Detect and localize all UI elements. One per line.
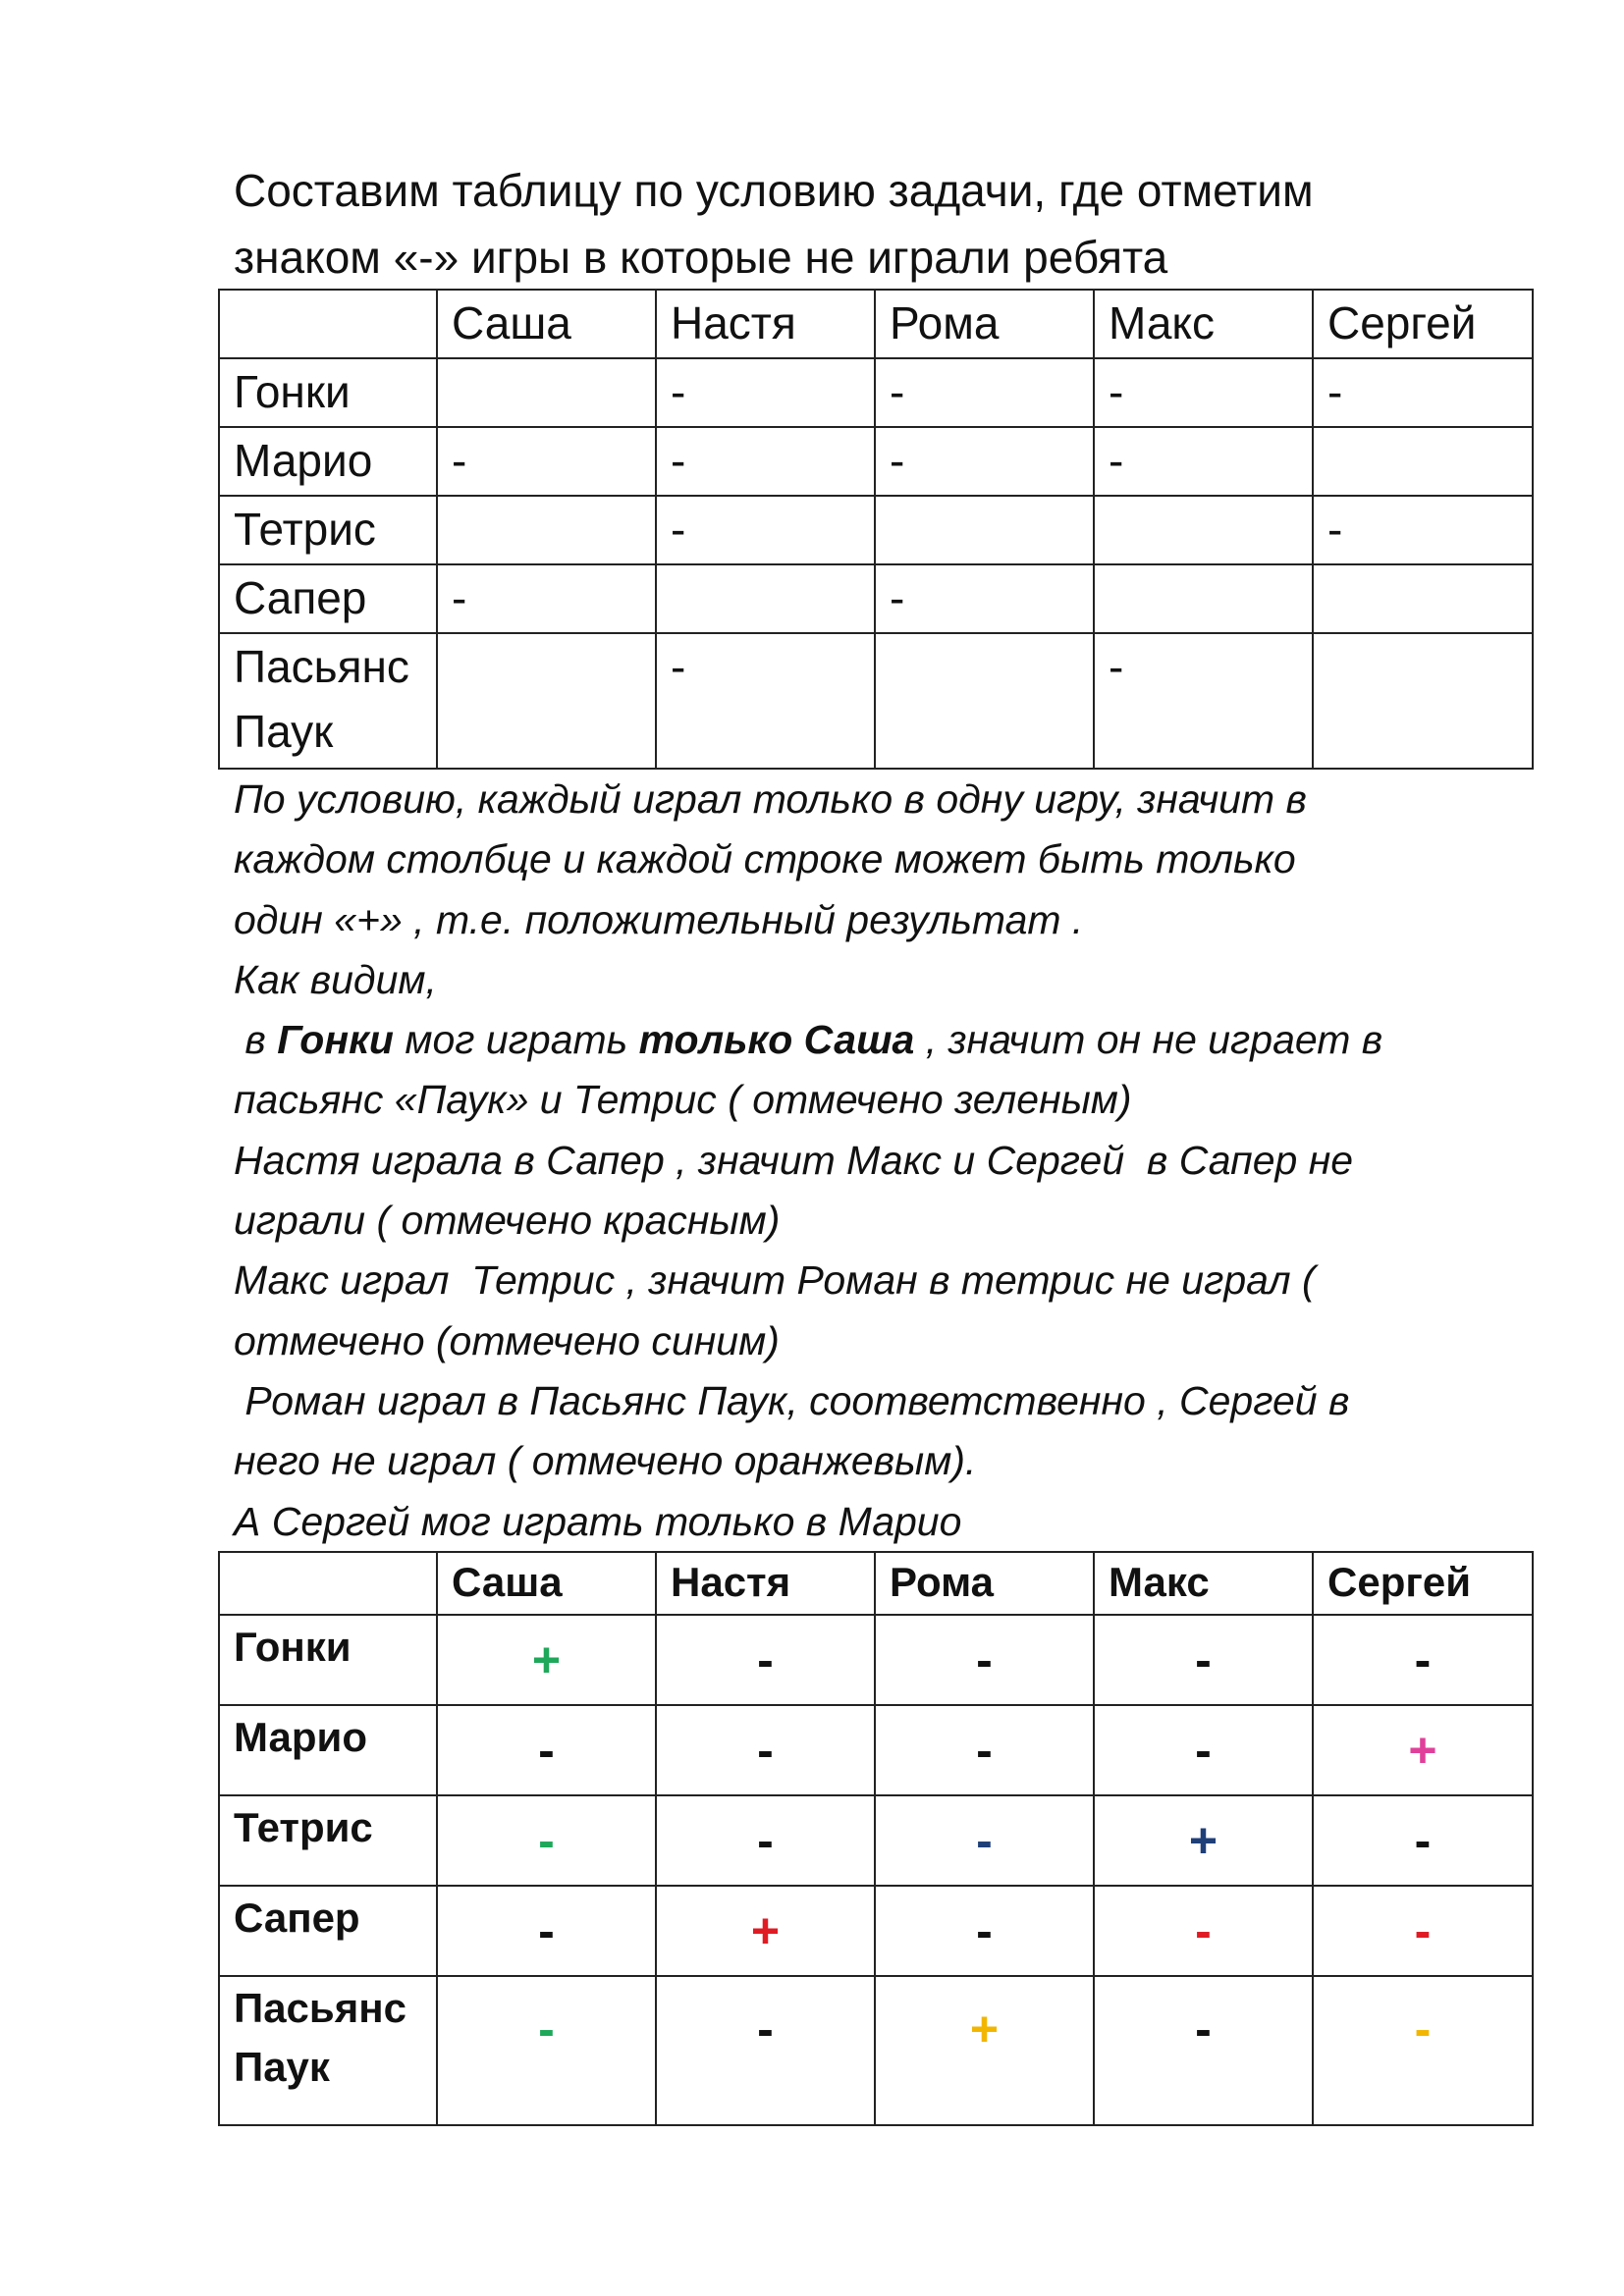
table1-row	[219, 427, 1533, 496]
table1-cell: -	[437, 564, 656, 633]
table2-mark: -	[1313, 1615, 1533, 1705]
table2-mark: -	[656, 1705, 875, 1795]
table1-col-header: Рома	[875, 290, 1094, 358]
table1-cell: -	[437, 427, 656, 496]
table1-cell	[1094, 496, 1313, 564]
table1-row-label	[219, 633, 437, 769]
table2-row-label: Тетрис	[219, 1795, 437, 1886]
table1-row-label: Марио	[219, 427, 437, 496]
table2-mark: -	[437, 1976, 656, 2125]
table2-mark: -	[437, 1795, 656, 1886]
reasoning-line: играли ( отмечено красным)	[234, 1198, 781, 1244]
reasoning-line: По условию, каждый играл только в одну игру, значит в	[234, 776, 1307, 822]
reasoning-text	[234, 770, 1540, 1552]
table2-mark: +	[875, 1976, 1094, 2125]
table2-row-label	[219, 1976, 437, 2125]
table1-cell: -	[1094, 427, 1313, 496]
table2-mark: -	[1094, 1705, 1313, 1795]
table2-mark: -	[1094, 1886, 1313, 1976]
table1-row	[219, 358, 1533, 427]
table2-col-header: Рома	[875, 1552, 1094, 1615]
table1-row-label: Гонки	[219, 358, 437, 427]
reasoning-line: один «+» , т.е. положительный результат .	[234, 896, 1084, 942]
table1-cell: -	[656, 496, 875, 564]
table2-header-row	[219, 1552, 1533, 1615]
reasoning-line: Роман играл в Пасьянс Паук, соответственно , Сергей в	[234, 1377, 1350, 1423]
reasoning-line	[234, 1010, 1540, 1070]
reasoning-line: отмечено (отмечено синим)	[234, 1317, 780, 1363]
table2-col-header: Саша	[437, 1552, 656, 1615]
table2-mark: -	[1313, 1795, 1533, 1886]
table1-cell: -	[875, 564, 1094, 633]
table1-col-header: Настя	[656, 290, 875, 358]
table2-mark: -	[437, 1705, 656, 1795]
table1-col-header: Макс	[1094, 290, 1313, 358]
emphasis-text: только Саша	[638, 1017, 915, 1063]
table1-col-header: Саша	[437, 290, 656, 358]
table2-col-header: Настя	[656, 1552, 875, 1615]
table2-mark: -	[656, 1615, 875, 1705]
table1-cell: -	[1313, 358, 1533, 427]
table2-mark: -	[1313, 1976, 1533, 2125]
table2-mark: -	[875, 1795, 1094, 1886]
table2-row-label: Сапер	[219, 1886, 437, 1976]
intro-text	[234, 157, 1540, 291]
solution-table	[218, 1551, 1534, 2126]
table1-cell	[1094, 564, 1313, 633]
table2-mark: -	[875, 1886, 1094, 1976]
table2-col-header: Сергей	[1313, 1552, 1533, 1615]
emphasis-text: Гонки	[277, 1017, 394, 1063]
table1-cell	[437, 358, 656, 427]
intro-line-2: знаком «-» игры в которые не играли ребята	[234, 232, 1168, 283]
table1-row	[219, 564, 1533, 633]
table2-mark: -	[656, 1976, 875, 2125]
reasoning-line: А Сергей мог играть только в Марио	[234, 1498, 962, 1544]
reasoning-line: пасьянс «Паук» и Тетрис ( отмечено зеленым)	[234, 1077, 1132, 1123]
reasoning-line: Настя играла в Сапер , значит Макс и Сергей в Сапер не	[234, 1137, 1354, 1183]
table1-cell	[875, 496, 1094, 564]
table2-col-header: Макс	[1094, 1552, 1313, 1615]
table1-cell: -	[1094, 358, 1313, 427]
table1-cell	[1313, 427, 1533, 496]
table1-cell	[437, 633, 656, 769]
table1-cell	[656, 564, 875, 633]
table1-cell: -	[656, 633, 875, 769]
reasoning-line: каждом столбце и каждой строке может быть только	[234, 836, 1296, 882]
table2-mark: -	[875, 1705, 1094, 1795]
table1-col-header: Сергей	[1313, 290, 1533, 358]
table1-row	[219, 633, 1533, 769]
table1-row-label: Сапер	[219, 564, 437, 633]
table1-cell: -	[1313, 496, 1533, 564]
table1-row-label-line-2: Паук	[234, 706, 334, 757]
table2-mark: -	[437, 1886, 656, 1976]
table2-mark: -	[875, 1615, 1094, 1705]
table2-mark: -	[1313, 1886, 1533, 1976]
table1-cell	[875, 633, 1094, 769]
text-fragment: мог играть	[393, 1017, 639, 1063]
table2-corner-cell	[219, 1552, 437, 1615]
table1-row-label-line-1: Пасьянс	[234, 641, 409, 692]
table1-row-label: Тетрис	[219, 496, 437, 564]
reasoning-line: Как видим,	[234, 956, 437, 1002]
table1-cell: -	[656, 358, 875, 427]
table1-row	[219, 496, 1533, 564]
table1-cell: -	[875, 427, 1094, 496]
table2-row	[219, 1705, 1533, 1795]
table2-row	[219, 1976, 1533, 2125]
table2-row-label: Марио	[219, 1705, 437, 1795]
table2-row	[219, 1795, 1533, 1886]
table2-row-label-line-2: Паук	[234, 2044, 330, 2090]
table2-mark: -	[656, 1795, 875, 1886]
table1-cell: -	[656, 427, 875, 496]
table2-row	[219, 1615, 1533, 1705]
table2-mark: +	[656, 1886, 875, 1976]
table1-cell: -	[875, 358, 1094, 427]
table2-mark: +	[1313, 1705, 1533, 1795]
table2-mark: -	[1094, 1615, 1313, 1705]
intro-line-1: Составим таблицу по условию задачи, где отметим	[234, 165, 1314, 216]
table1-cell	[1313, 564, 1533, 633]
reasoning-line: него не играл ( отмечено оранжевым).	[234, 1438, 977, 1484]
text-fragment: , значит он не играет в	[914, 1017, 1383, 1063]
table2-row	[219, 1886, 1533, 1976]
table1-cell	[1313, 633, 1533, 769]
table2-row-label: Гонки	[219, 1615, 437, 1705]
table1-header-row	[219, 290, 1533, 358]
table1-cell	[437, 496, 656, 564]
table2-mark: +	[1094, 1795, 1313, 1886]
table2-mark: -	[1094, 1976, 1313, 2125]
text-fragment: в	[234, 1017, 278, 1063]
table2-row-label-line-1: Пасьянс	[234, 1985, 406, 2031]
table1-cell: -	[1094, 633, 1313, 769]
table2-mark: +	[437, 1615, 656, 1705]
elimination-table	[218, 289, 1534, 770]
table1-corner-cell	[219, 290, 437, 358]
reasoning-line: Макс играл Тетрис , значит Роман в тетрис не играл (	[234, 1257, 1316, 1304]
